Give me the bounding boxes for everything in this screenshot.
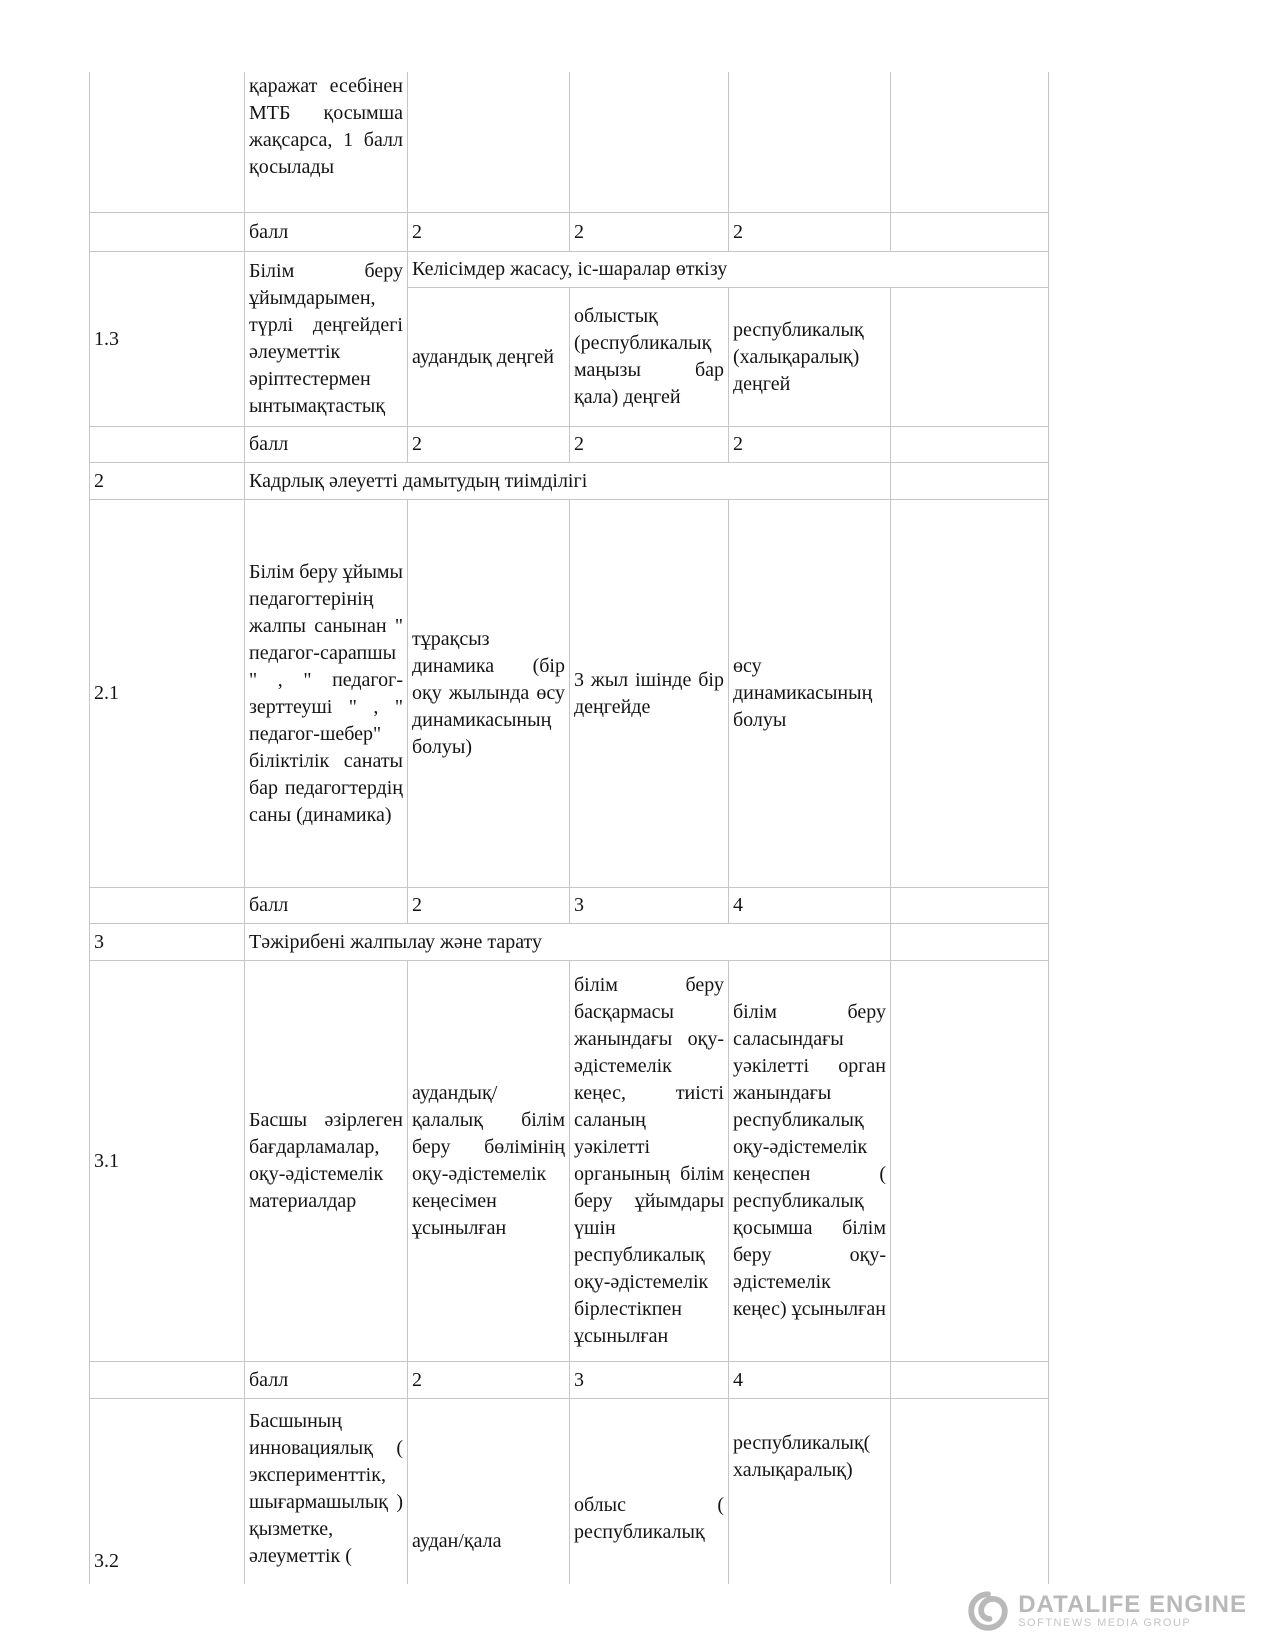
criterion-cell: қаражат есебінен МТБ қосымша жақсарса, 1 балл қосылады bbox=[245, 72, 408, 213]
criterion-cell: Басшы әзірлеген бағдарламалар, оқу-әдістемелік материалдар bbox=[245, 961, 408, 1362]
criterion-cell: Білім беру ұйымдарымен, түрлі деңгейдегі әлеуметтік әріптестермен ынтымақтастық bbox=[245, 252, 408, 427]
score-value-cell: 2 bbox=[570, 427, 729, 463]
score-row bbox=[90, 427, 1049, 463]
datalife-engine-logo-icon bbox=[967, 1590, 1009, 1632]
row-number-cell: 3 bbox=[90, 924, 245, 961]
level-cell: өсу динамикасының болуы bbox=[729, 500, 891, 888]
criterion-cell bbox=[245, 1399, 408, 1585]
empty-cell bbox=[891, 961, 1049, 1362]
criteria-table bbox=[89, 72, 1049, 1584]
empty-cell bbox=[891, 888, 1049, 924]
empty-cell bbox=[891, 500, 1049, 888]
score-value-cell: 2 bbox=[408, 213, 570, 252]
row-number-cell: 1.3 bbox=[90, 252, 245, 427]
row-number-cell bbox=[90, 72, 245, 213]
score-value-cell: 2 bbox=[408, 427, 570, 463]
score-row bbox=[90, 1362, 1049, 1399]
level-text: аудан/қала bbox=[412, 1530, 502, 1552]
score-value-cell: 2 bbox=[729, 427, 891, 463]
empty-cell bbox=[891, 213, 1049, 252]
empty-cell bbox=[891, 1362, 1049, 1399]
empty-cell bbox=[891, 427, 1049, 463]
table-row-1-3 bbox=[90, 252, 1049, 288]
level-cell: білім беру саласындағы уәкілетті орган жанындағы республикалық оқу-әдістемелік кеңеспен ( республикалық қосымша білім беру оқу-әдістемелік кеңес) ұсынылған bbox=[729, 961, 891, 1362]
table-row-2-1 bbox=[90, 500, 1049, 888]
empty-cell bbox=[891, 1399, 1049, 1585]
level-cell: облыстық (республикалық маңызы бар қала) деңгей bbox=[570, 288, 729, 427]
row-number-cell bbox=[90, 1399, 245, 1585]
row-number-cell bbox=[90, 1362, 245, 1399]
section-row-2 bbox=[90, 463, 1049, 500]
level-text: облыс ( республикалық bbox=[574, 1494, 724, 1543]
score-label-cell: балл bbox=[245, 427, 408, 463]
watermark-text bbox=[1018, 1590, 1247, 1630]
watermark-subtitle: SOFTNEWS MEDIA GROUP bbox=[1018, 1616, 1192, 1629]
table-row-cut-top bbox=[90, 72, 1049, 213]
score-value-cell: 3 bbox=[570, 888, 729, 924]
score-value-cell: 4 bbox=[729, 1362, 891, 1399]
score-value-cell: 3 bbox=[570, 1362, 729, 1399]
table-row-3-1 bbox=[90, 961, 1049, 1362]
subheader-cell: Келісімдер жасасу, іс-шаралар өткізу bbox=[408, 252, 1049, 288]
score-value-cell: 4 bbox=[729, 888, 891, 924]
row-number-cell: 3.1 bbox=[90, 961, 245, 1362]
level-cell: аудандық/ қалалық білім беру бөлімінің оқу-әдістемелік кеңесімен ұсынылған bbox=[408, 961, 570, 1362]
empty-cell bbox=[408, 72, 570, 213]
empty-cell bbox=[891, 924, 1049, 961]
score-value-cell: 2 bbox=[408, 888, 570, 924]
row-number-cell bbox=[90, 213, 245, 252]
section-title-cell: Тәжірибені жалпылау және тарату bbox=[245, 924, 891, 961]
level-cell: 3 жыл ішінде бір деңгейде bbox=[570, 500, 729, 888]
empty-cell bbox=[570, 72, 729, 213]
row-number-text: 3.2 bbox=[94, 1550, 119, 1572]
datalife-engine-watermark bbox=[967, 1590, 1247, 1632]
row-number-cell: 2 bbox=[90, 463, 245, 500]
empty-cell bbox=[729, 72, 891, 213]
level-cell: білім беру басқармасы жанындағы оқу-әдістемелік кеңес, тиісті саланың уәкілетті органының білім беру ұйымдары үшін республикалық оқу-әдістемелік бірлестікпен ұсынылған bbox=[570, 961, 729, 1362]
score-label-cell: балл bbox=[245, 1362, 408, 1399]
empty-cell bbox=[891, 463, 1049, 500]
section-title-cell: Кадрлық әлеуетті дамытудың тиімділігі bbox=[245, 463, 891, 500]
score-label-cell: балл bbox=[245, 213, 408, 252]
score-value-cell: 2 bbox=[408, 1362, 570, 1399]
level-text: республикалық( халықаралық) bbox=[733, 1432, 871, 1481]
row-number-cell bbox=[90, 888, 245, 924]
criterion-cell: Білім беру ұйымы педагогтерінің жалпы санынан " педагог-сарапшы " , " педагог-зерттеуші " , " педагог-шебер" біліктілік санаты бар педагогтердің саны (динамика) bbox=[245, 500, 408, 888]
score-value-cell: 2 bbox=[729, 213, 891, 252]
score-row bbox=[90, 213, 1049, 252]
empty-cell bbox=[891, 72, 1049, 213]
level-cell: аудандық деңгей bbox=[408, 288, 570, 427]
section-row-3 bbox=[90, 924, 1049, 961]
row-number-cell: 2.1 bbox=[90, 500, 245, 888]
row-number-cell bbox=[90, 427, 245, 463]
criterion-text: Басшының инновациялық ( эксперименттік, шығармашылық ) қызметке, әлеуметтік ( bbox=[249, 1410, 403, 1567]
level-cell: республикалық (халықаралық) деңгей bbox=[729, 288, 891, 427]
table-row-3-2 bbox=[90, 1399, 1049, 1585]
level-cell bbox=[570, 1399, 729, 1585]
level-cell bbox=[408, 1399, 570, 1585]
level-cell: тұрақсыз динамика (бір оқу жылында өсу динамикасының болуы) bbox=[408, 500, 570, 888]
score-value-cell: 2 bbox=[570, 213, 729, 252]
level-cell bbox=[729, 1399, 891, 1585]
score-label-cell: балл bbox=[245, 888, 408, 924]
empty-cell bbox=[891, 288, 1049, 427]
score-row bbox=[90, 888, 1049, 924]
watermark-title: DATALIFE ENGINE bbox=[1018, 1590, 1247, 1618]
